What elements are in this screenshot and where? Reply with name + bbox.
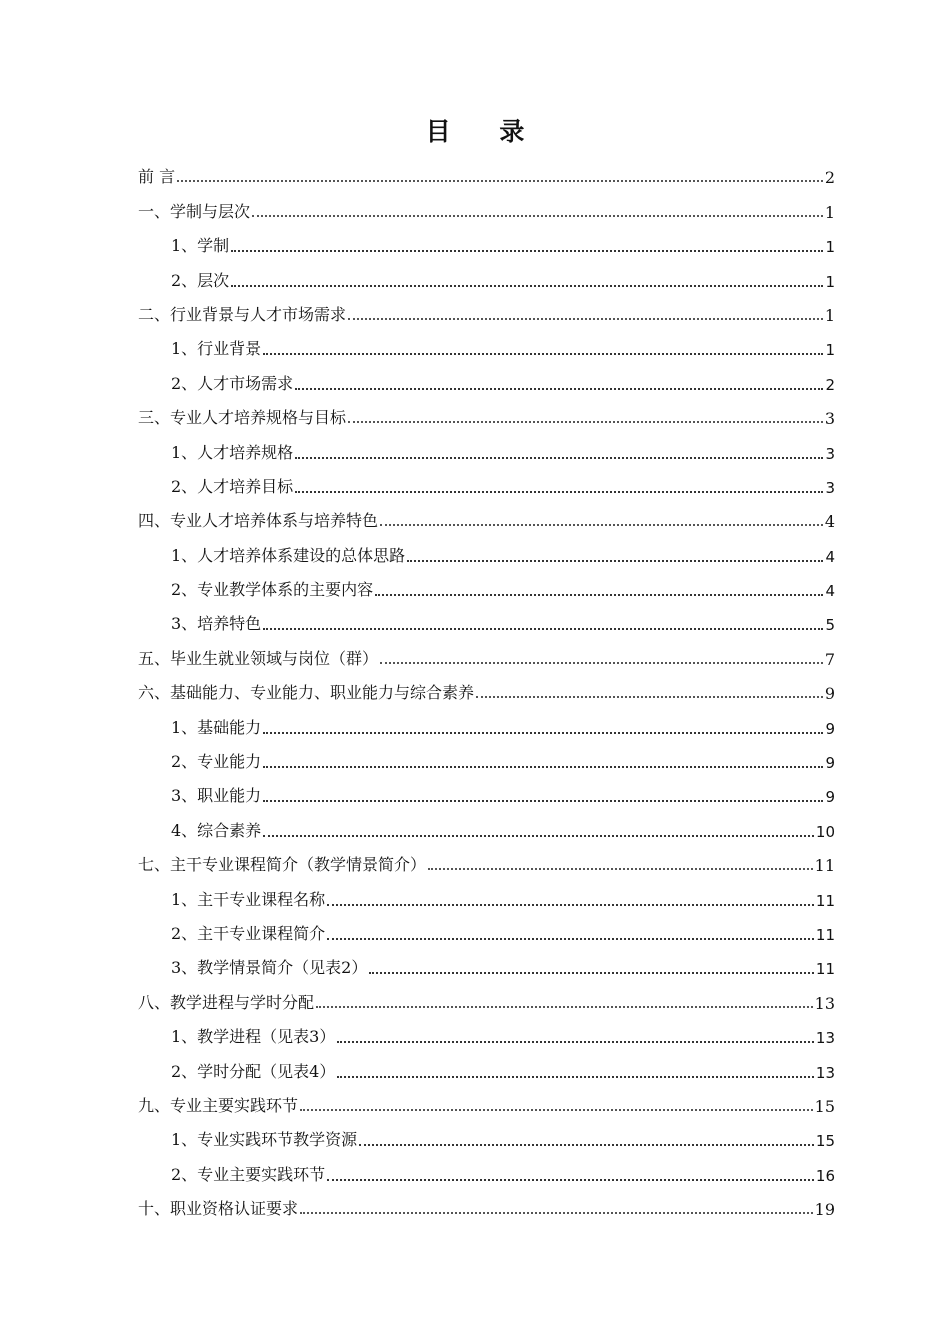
toc-entry-text: 1、基础能力 — [171, 717, 262, 737]
toc-entry-section[interactable] — [138, 841, 835, 875]
toc-page-number: 15 — [814, 1096, 835, 1116]
toc-entry-subsection[interactable] — [138, 1013, 835, 1047]
toc-page-number: 2 — [825, 375, 835, 394]
toc-entry-text: 1、行业背景 — [171, 339, 262, 359]
toc-entry-text: 2、学时分配（见表4） — [171, 1061, 336, 1081]
toc-page-number: 3 — [824, 409, 835, 429]
toc-entry-section[interactable] — [138, 1082, 835, 1116]
toc-leader-dots — [295, 388, 823, 390]
toc-page-number: 4 — [825, 582, 835, 601]
toc-entry-text: 2、人才市场需求 — [171, 373, 294, 393]
toc-page-number: 3 — [825, 444, 835, 463]
toc-leader-dots — [369, 972, 814, 974]
toc-entry-text: 1、主干专业课程名称 — [171, 889, 326, 909]
toc-entry-text: 三、专业人才培养规格与目标 — [138, 408, 347, 428]
toc-entry-text: 1、学制 — [171, 236, 230, 256]
toc-page-number: 4 — [824, 512, 835, 532]
toc-entry-section[interactable] — [138, 1185, 835, 1219]
toc-leader-dots — [428, 868, 813, 870]
toc-entry-subsection[interactable] — [138, 703, 835, 737]
toc-page-number: 9 — [825, 719, 835, 738]
toc-leader-dots — [380, 524, 823, 526]
toc-entry-subsection[interactable] — [138, 772, 835, 806]
toc-page-number: 16 — [815, 1166, 835, 1185]
toc-entry-subsection[interactable] — [138, 875, 835, 909]
toc-leader-dots — [263, 766, 823, 768]
toc-leader-dots — [263, 628, 823, 630]
toc-leader-dots — [263, 835, 814, 837]
toc-leader-dots — [252, 215, 823, 217]
toc-leader-dots — [231, 285, 823, 287]
toc-page-number: 5 — [825, 616, 835, 635]
toc-entry-text: 4、综合素养 — [171, 820, 262, 840]
toc-page-number: 15 — [815, 1132, 835, 1151]
toc-page-number: 4 — [825, 547, 835, 566]
toc-page-number: 19 — [814, 1200, 835, 1220]
toc-page-number: 13 — [814, 993, 835, 1013]
toc-entry-subsection[interactable] — [138, 600, 835, 634]
toc-entry-subsection[interactable] — [138, 1150, 835, 1184]
toc-entry-subsection[interactable] — [138, 325, 835, 359]
toc-leader-dots — [263, 353, 823, 355]
toc-page-number: 1 — [824, 202, 835, 222]
toc-leader-dots — [327, 904, 814, 906]
toc-page-number: 11 — [814, 856, 835, 876]
toc-entry-text: 3、教学情景简介（见表2） — [171, 958, 368, 978]
toc-entry-subsection[interactable] — [138, 910, 835, 944]
toc-entry-text: 2、专业教学体系的主要内容 — [171, 580, 374, 600]
toc-page-number: 1 — [824, 305, 835, 325]
toc-leader-dots — [337, 1076, 814, 1078]
toc-entry-section[interactable] — [138, 497, 835, 531]
toc-leader-dots — [316, 1006, 813, 1008]
toc-entry-text: 前 言 — [138, 167, 176, 187]
toc-entry-subsection[interactable] — [138, 256, 835, 290]
toc-entry-subsection[interactable] — [138, 806, 835, 840]
toc-page-number: 3 — [825, 478, 835, 497]
toc-entry-text: 一、学制与层次 — [138, 201, 251, 221]
toc-entry-subsection[interactable] — [138, 1116, 835, 1150]
toc-title: 目 录 — [425, 117, 545, 146]
toc-entry-text: 2、层次 — [171, 270, 230, 290]
toc-leader-dots — [263, 800, 823, 802]
toc-leader-dots — [348, 318, 823, 320]
toc-page-number: 13 — [815, 1063, 835, 1082]
toc-leader-dots — [327, 938, 814, 940]
toc-entry-text: 1、专业实践环节教学资源 — [171, 1130, 358, 1150]
toc-page-number: 9 — [825, 788, 835, 807]
toc-page-number: 11 — [815, 891, 835, 910]
toc-leader-dots — [295, 491, 823, 493]
toc-entry-subsection[interactable] — [138, 531, 835, 565]
toc-entry-section[interactable] — [138, 394, 835, 428]
toc-entry-text: 二、行业背景与人才市场需求 — [138, 304, 347, 324]
toc-leader-dots — [476, 696, 823, 698]
toc-entry-text: 八、教学进程与学时分配 — [138, 992, 315, 1012]
toc-leader-dots — [263, 732, 823, 734]
toc-leader-dots — [327, 1179, 814, 1181]
toc-page-number: 9 — [825, 754, 835, 773]
toc-entry-subsection[interactable] — [138, 428, 835, 462]
toc-entry-section[interactable] — [138, 291, 835, 325]
toc-leader-dots — [359, 1144, 814, 1146]
toc-entry-subsection[interactable] — [138, 738, 835, 772]
toc-leader-dots — [300, 1109, 813, 1111]
toc-entry-text: 六、基础能力、专业能力、职业能力与综合素养 — [138, 683, 475, 703]
toc-entry-text: 十、职业资格认证要求 — [138, 1199, 299, 1219]
toc-entry-text: 七、主干专业课程简介（教学情景简介） — [138, 855, 427, 875]
toc-entry-section[interactable] — [138, 634, 835, 668]
toc-leader-dots — [407, 560, 823, 562]
toc-page-number: 2 — [824, 168, 835, 188]
toc-leader-dots — [295, 457, 823, 459]
toc-entry-section[interactable] — [138, 978, 835, 1012]
toc-page-number: 7 — [824, 649, 835, 669]
toc-page-number: 10 — [815, 822, 835, 841]
toc-entry-text: 2、主干专业课程简介 — [171, 923, 326, 943]
toc-entry-text: 2、专业主要实践环节 — [171, 1164, 326, 1184]
toc-leader-dots — [177, 180, 823, 182]
toc-page-number: 13 — [815, 1029, 835, 1048]
toc-leader-dots — [300, 1212, 813, 1214]
toc-page-number: 11 — [815, 925, 835, 944]
toc-entry-subsection[interactable] — [138, 222, 835, 256]
toc-entry-section[interactable] — [138, 669, 835, 703]
toc-page-number: 9 — [824, 684, 835, 704]
toc-entry-text: 3、职业能力 — [171, 786, 262, 806]
toc-entry-text: 3、培养特色 — [171, 614, 262, 634]
toc-entry-text: 1、人才培养规格 — [171, 442, 294, 462]
toc-entry-text: 2、人才培养目标 — [171, 476, 294, 496]
toc-entry-text: 五、毕业生就业领域与岗位（群） — [138, 648, 379, 668]
toc-entry-subsection[interactable] — [138, 566, 835, 600]
toc-leader-dots — [231, 250, 823, 252]
toc-entry-section[interactable] — [138, 153, 835, 187]
toc-leader-dots — [375, 594, 823, 596]
toc-leader-dots — [348, 421, 823, 423]
toc-entry-subsection[interactable] — [138, 1047, 835, 1081]
toc-page-number: 11 — [815, 960, 835, 979]
toc-entry-text: 四、专业人才培养体系与培养特色 — [138, 511, 379, 531]
toc-entry-text: 1、人才培养体系建设的总体思路 — [171, 545, 406, 565]
toc-entry-subsection[interactable] — [138, 359, 835, 393]
table-of-contents — [138, 153, 835, 1219]
toc-entry-subsection[interactable] — [138, 944, 835, 978]
toc-entry-subsection[interactable] — [138, 463, 835, 497]
toc-leader-dots — [380, 662, 823, 664]
toc-page-number: 1 — [825, 341, 835, 360]
toc-entry-text: 九、专业主要实践环节 — [138, 1095, 299, 1115]
toc-entry-section[interactable] — [138, 187, 835, 221]
toc-entry-text: 1、教学进程（见表3） — [171, 1027, 336, 1047]
toc-leader-dots — [337, 1041, 814, 1043]
toc-page-number: 1 — [825, 272, 835, 291]
toc-page-number: 1 — [825, 238, 835, 257]
toc-entry-text: 2、专业能力 — [171, 752, 262, 772]
